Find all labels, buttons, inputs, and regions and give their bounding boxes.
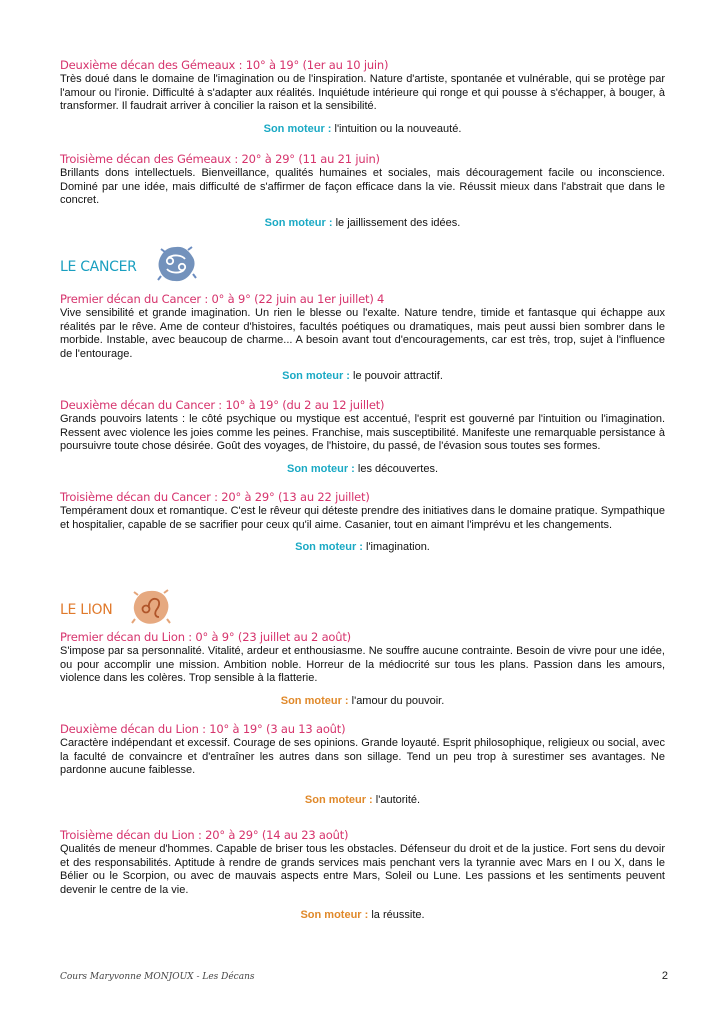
decan-text: Caractère indépendant et excessif. Courage de ses opinions. Grande loyauté. Esprit philosophique, religieux ou social, avec la faculté de convaincre et d'entraîner les autres dans son sillage. Tend un peu trop à surestimer ses avantages. Ne pardonne aucune faiblesse.	[60, 737, 665, 776]
lion-title: LE LION	[60, 601, 113, 618]
cancer-decan-1	[60, 292, 665, 383]
moteur-line	[60, 123, 665, 136]
gemeaux-decan-2	[60, 58, 665, 136]
decan-title: Deuxième décan des Gémeaux : 10° à 19° (1er au 10 juin)	[60, 58, 389, 72]
decan-text: Tempérament doux et romantique. C'est le rêveur qui déteste prendre des initiatives dans le domaine pratique. Sympathique et hospitalier, capable de se sacrifier pour ceux qu'il aime. Casanier, tout en aimant l'imprévu et les changements.	[60, 505, 665, 531]
decan-text: Grands pouvoirs latents : le côté psychique ou mystique est accentué, l'esprit est gouverné par l'intuition ou l'imagination. Ressent avec violence les joies comme les peines. Franchise, mais susceptibilité. Manifeste une remarquable persistance à poursuivre toute chose désirée. Goût des voyages, de l'histoire, du passé, de l'évasion sous toutes ses formes.	[60, 413, 665, 452]
decan-text: S'impose par sa personnalité. Vitalité, ardeur et enthousiasme. Ne souffre aucune contrainte. Besoin de vivre pour une idée, ou pour accomplir une mission. Ambition noble. Horreur de la médiocrité sur tous les plans. Passion dans les amours, violence dans les colères. Trop sensible à la flatterie.	[60, 645, 665, 684]
moteur-label: Son moteur :	[287, 462, 355, 475]
moteur-value: la réussite.	[368, 909, 425, 921]
moteur-value: l'intuition ou la nouveauté.	[331, 122, 462, 135]
moteur-value: l'autorité.	[372, 793, 421, 806]
decan-title: Troisième décan des Gémeaux : 20° à 29° (11 au 21 juin)	[60, 152, 380, 166]
moteur-value: l'amour du pouvoir.	[348, 694, 445, 707]
lion-decan-2	[60, 722, 665, 807]
decan-text: Qualités de meneur d'hommes. Capable de briser tous les obstacles. Défenseur du droit et de la justice. Fort sens du devoir et des responsabilités. Aptitude à rendre de grands services mais penchant vers la tyrannie avec Mars en I ou X, dans le Bélier ou le Scorpion, ou avec de mauvais aspects entre Mars, Soleil ou Lune. Les passions et les sentiments peuvent devenir le centre de la vie.	[60, 843, 665, 896]
decan-text: Très doué dans le domaine de l'imagination ou de l'inspiration. Nature d'artiste, spontanée et vulnérable, qui se protège par l'amour ou l'ironie. Difficulté à s'adapter aux réalités. Inquiétude intérieure qui ronge et qui pousse à s'échapper, à bouger, à transformer. Il faudrait arriver à concilier la raison et la sensibilité.	[60, 73, 665, 112]
moteur-label: Son moteur :	[304, 793, 373, 806]
decan-title: Troisième décan du Lion : 20° à 29° (14 au 23 août)	[60, 828, 349, 842]
leo-zodiac-icon	[130, 588, 172, 631]
moteur-line	[60, 463, 665, 476]
cancer-title: LE CANCER	[60, 258, 137, 275]
decan-title: Deuxième décan du Lion : 10° à 19° (3 au 13 août)	[60, 722, 346, 736]
moteur-value: l'imagination.	[362, 541, 430, 553]
page-number: 2	[661, 970, 668, 982]
moteur-line	[60, 370, 665, 383]
moteur-value: le jaillissement des idées.	[332, 216, 461, 229]
moteur-label: Son moteur :	[263, 122, 332, 135]
decan-text: Brillants dons intellectuels. Bienveillance, qualités humaines et sociales, mais découragement facile ou inconscience. Dominé par une idée, mais difficulté de s'affirmer de façon efficace dans la vie. Réussit mieux dans l'abstrait que dans le concret.	[60, 167, 665, 206]
cancer-decan-2	[60, 398, 665, 476]
moteur-line	[60, 695, 665, 708]
moteur-line	[60, 217, 665, 230]
moteur-label: Son moteur :	[295, 541, 363, 553]
moteur-label: Son moteur :	[264, 216, 333, 229]
moteur-line	[60, 541, 665, 554]
decan-text: Vive sensibilité et grande imagination. Un rien le blesse ou l'exalte. Nature tendre, timide et fantasque qui échappe aux réalités par le rêve. Ame de conteur d'histoires, facultés poétiques ou dramatiques, mais peut aussi bien sombrer dans le morbide. Instable, avec beaucoup de charme... A besoin avant tout d'encouragements, car est très, trop, sujet à l'influence de l'entourage.	[60, 307, 665, 360]
decan-title: Premier décan du Cancer : 0° à 9° (22 juin au 1er juillet) 4	[60, 292, 385, 306]
decan-title: Deuxième décan du Cancer : 10° à 19° (du 2 au 12 juillet)	[60, 398, 385, 412]
decan-title: Troisième décan du Cancer : 20° à 29° (13 au 22 juillet)	[60, 490, 370, 504]
lion-heading	[60, 588, 172, 631]
moteur-label: Son moteur :	[280, 694, 349, 707]
cancer-heading	[60, 244, 197, 289]
cancer-decan-3	[60, 490, 665, 554]
moteur-value: les découvertes.	[354, 462, 438, 475]
moteur-line	[60, 794, 665, 807]
moteur-line	[60, 909, 665, 922]
lion-decan-3	[60, 828, 665, 922]
cancer-zodiac-icon	[155, 244, 197, 289]
moteur-value: le pouvoir attractif.	[349, 370, 443, 382]
lion-decan-1	[60, 630, 665, 708]
footer-credit: Cours Maryvonne MONJOUX - Les Décans	[60, 972, 255, 982]
gemeaux-decan-3	[60, 152, 665, 230]
moteur-label: Son moteur :	[282, 370, 350, 382]
decan-title: Premier décan du Lion : 0° à 9° (23 juillet au 2 août)	[60, 630, 351, 644]
moteur-label: Son moteur :	[300, 909, 369, 921]
